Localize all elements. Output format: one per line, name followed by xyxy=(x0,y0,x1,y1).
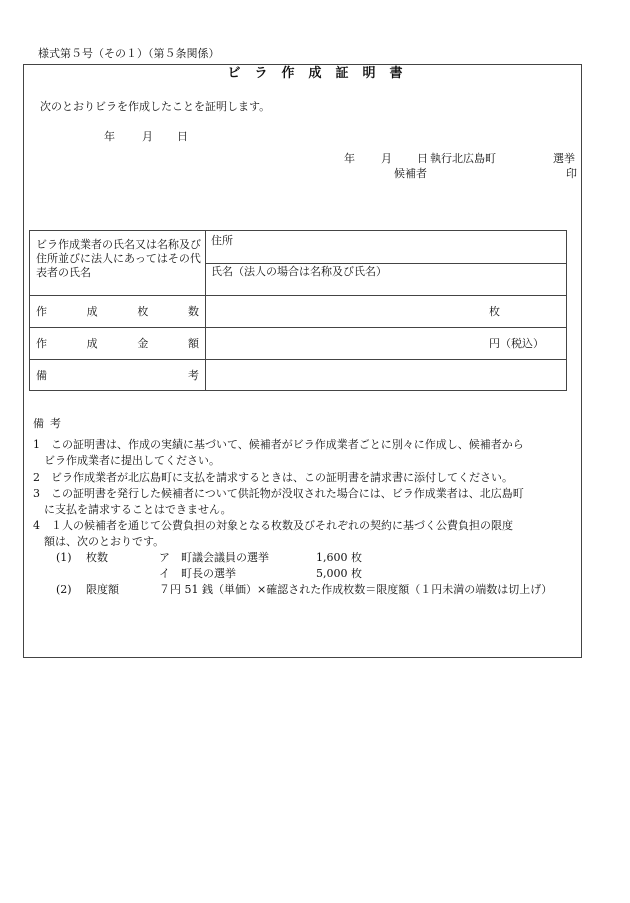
sub-item-label: 限度額 xyxy=(86,583,119,596)
amount-label-char: 額 xyxy=(187,337,199,350)
count-label-char: 枚 xyxy=(137,305,149,318)
date-day: 日 xyxy=(177,130,188,143)
amount-unit: 円（税込） xyxy=(489,337,544,350)
note-line: ビラ作成業者に提出してください。 xyxy=(33,454,220,467)
candidate-label: 候補者 xyxy=(394,167,427,180)
note-line: 2 ビラ作成業者が北広島町に支払を請求するときは、この証明書を請求書に添付してください。 xyxy=(33,471,513,484)
amount-label-char: 作 xyxy=(36,337,47,350)
count-label-char: 数 xyxy=(187,305,199,318)
sub-item-mark: イ xyxy=(159,567,170,580)
maker-table xyxy=(29,230,567,391)
amount-label-char: 成 xyxy=(86,337,98,350)
form-number: 様式第５号（その１）（第５条関係） xyxy=(38,47,220,60)
count-label xyxy=(36,305,199,319)
count-unit: 枚 xyxy=(489,305,500,318)
note-line: 4 １人の候補者を通じて公費負担の対象となる枚数及びそれぞれの契約に基づく公費負担の限度 xyxy=(33,519,513,532)
remarks-label-char: 備 xyxy=(36,369,47,382)
sub-item-text: ７円 51 銭（単価）×確認された作成枚数＝限度額（１円未満の端数は切上げ） xyxy=(159,583,553,596)
remarks-label-char: 考 xyxy=(188,369,199,382)
sub-item-value: 1,600 枚 xyxy=(316,551,362,564)
table-row-divider xyxy=(30,295,566,296)
intro-text: 次のとおりビラを作成したことを証明します。 xyxy=(40,100,271,113)
date-month: 月 xyxy=(142,130,153,143)
sub-item-value: 5,000 枚 xyxy=(316,567,362,580)
note-line: に支払を請求することはできません。 xyxy=(33,503,232,516)
table-row-divider xyxy=(30,327,566,328)
date-year: 年 xyxy=(104,130,115,143)
election-suffix: 選挙 xyxy=(553,152,575,165)
election-year: 年 xyxy=(344,152,355,165)
table-row-divider xyxy=(30,359,566,360)
document-title: ビラ作成証明書 xyxy=(227,66,417,81)
sub-item-mark: ア xyxy=(159,551,170,564)
table-column-divider xyxy=(205,231,206,390)
election-day: 日 xyxy=(417,152,428,165)
note-line: 3 この証明書を発行した候補者について供託物が没収された場合には、ビラ作成業者は、北広島町 xyxy=(33,487,524,500)
sub-item-label: 枚数 xyxy=(86,551,108,564)
count-label-char: 成 xyxy=(86,305,98,318)
maker-name-label: ビラ作成業者の氏名又は名称及び住所並びに法人にあってはその代表者の氏名 xyxy=(36,238,201,279)
address-label: 住所 xyxy=(211,234,233,247)
table-row-divider xyxy=(205,263,566,264)
remarks-label xyxy=(36,369,199,383)
election-place: 執行北広島町 xyxy=(430,152,496,165)
name-label: 氏名（法人の場合は名称及び氏名） xyxy=(211,265,387,278)
notes-heading: 備考 xyxy=(33,417,67,430)
sub-item-text: 町長の選挙 xyxy=(181,567,236,580)
count-label-char: 作 xyxy=(36,305,47,318)
note-line: 額は、次のとおりです。 xyxy=(33,535,165,548)
candidate-seal-mark: 印 xyxy=(566,167,577,180)
amount-label-char: 金 xyxy=(137,337,149,350)
sub-item-text: 町議会議員の選挙 xyxy=(181,551,269,564)
election-month: 月 xyxy=(381,152,392,165)
note-line: 1 この証明書は、作成の実績に基づいて、候補者がビラ作成業者ごとに別々に作成し、候補者から xyxy=(33,438,524,451)
sub-item-number: (2) xyxy=(56,583,72,596)
sub-item-number: (1) xyxy=(56,551,72,564)
amount-label xyxy=(36,337,199,351)
